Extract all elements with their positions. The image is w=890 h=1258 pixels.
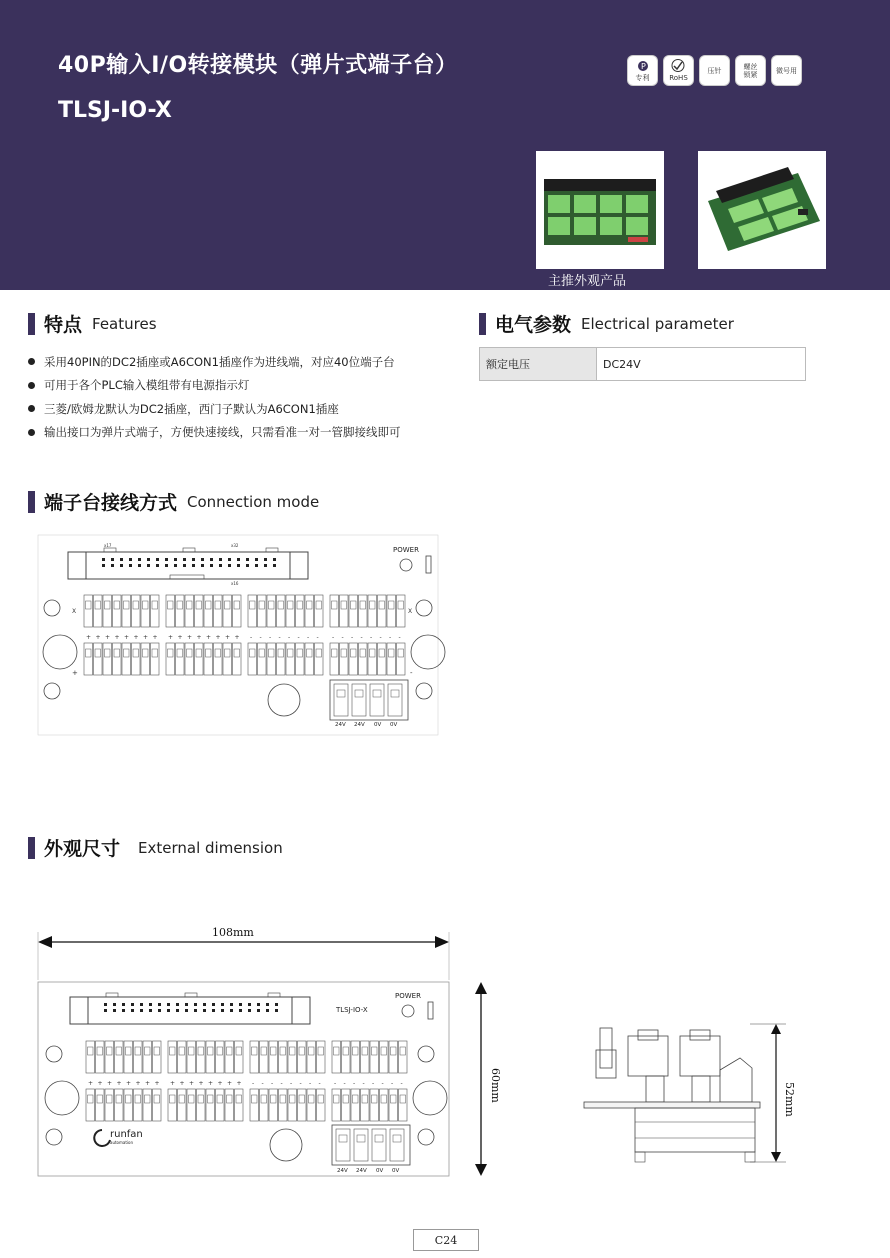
svg-text:24V: 24V: [337, 1168, 348, 1174]
svg-text:-: -: [370, 634, 373, 641]
power-label: POWER: [393, 546, 419, 554]
list-item: 采用40PIN的DC2插座或A6CON1插座作为进线端，对应40位端子台: [28, 350, 401, 374]
svg-text:-: -: [379, 634, 382, 641]
patent-icon: P 专利: [628, 56, 657, 85]
product-photo-front: [536, 151, 664, 269]
svg-text:+: +: [116, 1080, 122, 1087]
svg-text:+: +: [225, 634, 231, 641]
svg-text:-: -: [351, 634, 354, 641]
svg-text:-: -: [334, 1080, 337, 1087]
svg-text:+: +: [206, 634, 212, 641]
svg-text:-: -: [410, 669, 413, 677]
svg-text:+: +: [135, 1080, 141, 1087]
svg-text:-: -: [288, 634, 291, 641]
svg-text:24V: 24V: [354, 722, 365, 728]
svg-text:+: +: [126, 1080, 132, 1087]
page-number: C24: [413, 1229, 479, 1251]
connection-heading: 端子台接线方式 Connection mode: [28, 488, 319, 515]
photo-caption: 主推外观产品: [548, 274, 627, 289]
svg-text:-: -: [309, 1080, 312, 1087]
svg-text:x16: x16: [231, 581, 239, 586]
svg-text:-: -: [400, 1080, 403, 1087]
svg-text:-: -: [250, 634, 253, 641]
svg-text:+: +: [170, 1080, 176, 1087]
svg-text:X: X: [408, 608, 413, 615]
svg-text:24V: 24V: [335, 722, 346, 728]
svg-text:+: +: [88, 1080, 94, 1087]
svg-text:-: -: [299, 1080, 302, 1087]
svg-text:-: -: [280, 1080, 283, 1087]
svg-text:X: X: [72, 608, 77, 615]
svg-text:x17: x17: [104, 543, 112, 548]
svg-text:POWER: POWER: [395, 992, 421, 1000]
svg-text:+: +: [107, 1080, 113, 1087]
board-model-label: TLSJ-IO-X: [336, 1006, 368, 1014]
features-heading: 特点 Features: [28, 310, 157, 337]
table-key: 额定电压: [480, 348, 597, 380]
svg-text:+: +: [145, 1080, 151, 1087]
svg-text:+: +: [179, 1080, 185, 1087]
list-item: 三菱/欧姆龙默认为DC2插座，西门子默认为A6CON1插座: [28, 397, 401, 421]
rohs-icon: RoHS: [664, 56, 693, 85]
svg-text:+: +: [168, 634, 174, 641]
features-list: [28, 350, 401, 444]
product-model: TLSJ-IO-X: [58, 98, 172, 123]
svg-text:+: +: [124, 634, 130, 641]
svg-text:-: -: [278, 634, 281, 641]
svg-text:+: +: [95, 634, 101, 641]
svg-text:-: -: [362, 1080, 365, 1087]
svg-text:+: +: [227, 1080, 233, 1087]
svg-text:-: -: [381, 1080, 384, 1087]
svg-text:-: -: [271, 1080, 274, 1087]
certification-badges: [628, 56, 801, 85]
side-height-dimension: 52mm: [783, 1082, 796, 1117]
svg-text:+: +: [114, 634, 120, 641]
svg-text:+: +: [189, 1080, 195, 1087]
svg-text:+: +: [236, 1080, 242, 1087]
svg-text:x32: x32: [231, 543, 239, 548]
product-photo-angle: [698, 151, 826, 269]
svg-text:+: +: [177, 634, 183, 641]
svg-text:+: +: [208, 1080, 214, 1087]
brand-logo: runfan: [110, 1129, 143, 1140]
svg-text:-: -: [360, 634, 363, 641]
svg-text:-: -: [316, 634, 319, 641]
svg-text:0V: 0V: [374, 722, 382, 728]
svg-text:-: -: [372, 1080, 375, 1087]
svg-text:+: +: [187, 634, 193, 641]
svg-text:-: -: [307, 634, 310, 641]
height-dimension: 60mm: [489, 1068, 502, 1103]
svg-text:0V: 0V: [390, 722, 398, 728]
screw-lock-icon: 螺丝锁紧: [736, 56, 765, 85]
side-view-drawing: [580, 1010, 800, 1174]
header-banner: [0, 0, 890, 290]
dimension-heading: 外观尺寸 External dimension: [28, 834, 283, 861]
svg-text:+: +: [133, 634, 139, 641]
svg-text:+: +: [143, 634, 149, 641]
svg-text:-: -: [398, 634, 401, 641]
svg-text:+: +: [152, 634, 158, 641]
electrical-table: [479, 347, 806, 381]
svg-text:+: +: [215, 634, 221, 641]
svg-text:-: -: [389, 634, 392, 641]
connection-diagram: [38, 535, 438, 739]
list-item: 输出接口为弹片式端子，方便快速接线，只需看准一对一管脚接线即可: [28, 421, 401, 445]
electrical-heading: 电气参数 Electrical parameter: [479, 310, 734, 337]
product-title: 40P输入I/O转接模块（弹片式端子台）: [58, 53, 458, 78]
svg-text:P: P: [640, 61, 646, 71]
table-value: DC24V: [603, 357, 641, 371]
svg-text:-: -: [391, 1080, 394, 1087]
svg-text:-: -: [353, 1080, 356, 1087]
svg-text:-: -: [269, 634, 272, 641]
svg-text:-: -: [252, 1080, 255, 1087]
svg-text:-: -: [290, 1080, 293, 1087]
svg-text:+: +: [198, 1080, 204, 1087]
list-item: 可用于各个PLC输入模组带有电源指示灯: [28, 374, 401, 398]
crimp-icon: 压针: [700, 56, 729, 85]
svg-text:24V: 24V: [356, 1168, 367, 1174]
svg-text:0V: 0V: [376, 1168, 384, 1174]
svg-text:+: +: [154, 1080, 160, 1087]
svg-text:-: -: [259, 634, 262, 641]
svg-text:-: -: [261, 1080, 264, 1087]
width-dimension: 108mm: [212, 926, 254, 939]
svg-text:-: -: [332, 634, 335, 641]
dimension-drawing: [30, 920, 500, 1194]
svg-text:-: -: [297, 634, 300, 641]
svg-text:+: +: [217, 1080, 223, 1087]
svg-text:+: +: [97, 1080, 103, 1087]
svg-text:-: -: [341, 634, 344, 641]
svg-text:+: +: [234, 634, 240, 641]
micro-icon: 微号用: [772, 56, 801, 85]
svg-text:automation: automation: [110, 1140, 134, 1145]
svg-text:+: +: [196, 634, 202, 641]
svg-text:0V: 0V: [392, 1168, 400, 1174]
svg-text:-: -: [343, 1080, 346, 1087]
svg-text:+: +: [105, 634, 111, 641]
svg-text:+: +: [86, 634, 92, 641]
svg-text:+: +: [72, 669, 78, 677]
svg-text:-: -: [318, 1080, 321, 1087]
